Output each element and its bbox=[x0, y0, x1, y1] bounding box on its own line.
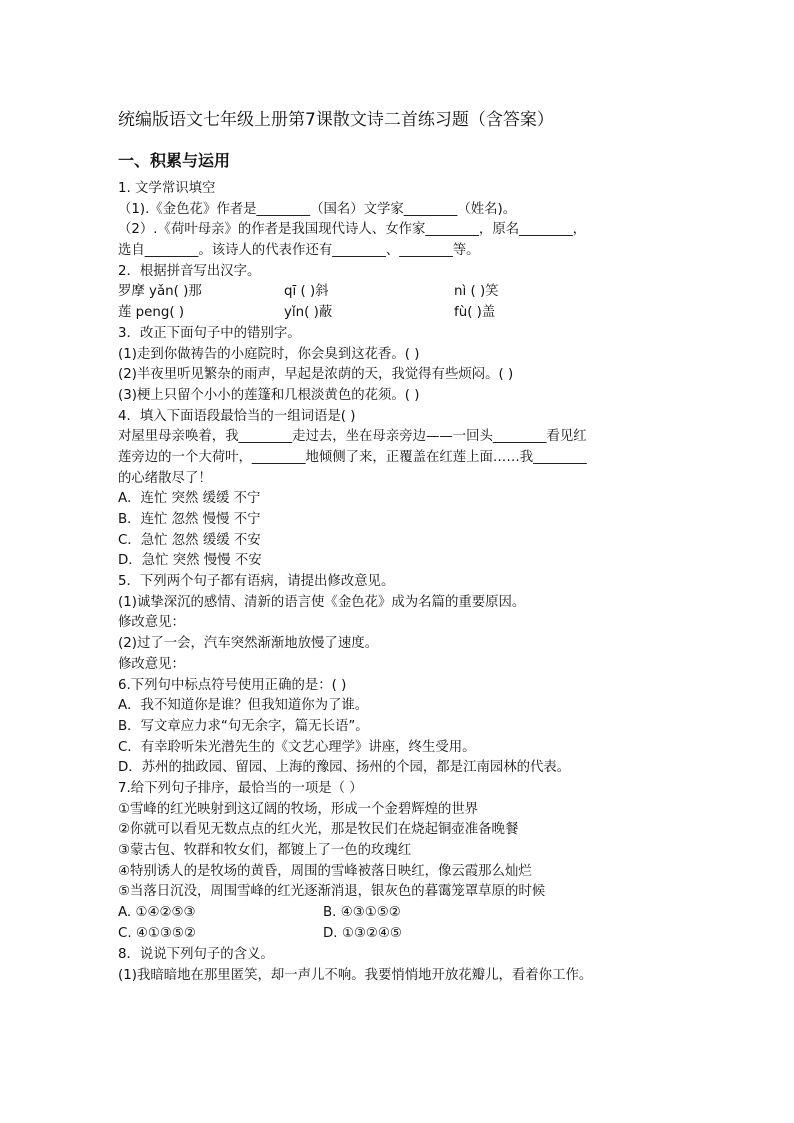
question-7-sentence: ⑤当落日沉没，周围雪峰的红光逐渐消退，银灰色的暮霭笼罩草原的时候 bbox=[118, 884, 546, 900]
pinyin-item: 莲 peng( ) bbox=[118, 305, 185, 321]
question-4-option: D．急忙 突然 慢慢 不安 bbox=[118, 553, 262, 569]
question-7-option: C. ④①③⑤② bbox=[118, 926, 196, 942]
question-7-sentence: ②你就可以看见无数点点的红火光，那是牧民们在烧起铜壶准备晚餐 bbox=[118, 822, 519, 838]
pinyin-item: yǐn( )蔽 bbox=[284, 305, 333, 321]
question-7-sentence: ③蒙古包、牧群和牧女们，都镀上了一色的玫瑰红 bbox=[118, 843, 412, 858]
question-6-option: C．有幸聆听朱光潜先生的《文艺心理学》讲座，终生受用。 bbox=[118, 739, 476, 755]
question-7-options-row bbox=[118, 903, 688, 924]
question-1-item-2: （2）.《荷叶母亲》的作者是我国现代诗人、女作家________，原名________， bbox=[118, 222, 587, 238]
question-7-option: D. ①③②④⑤ bbox=[323, 926, 402, 942]
question-1-heading: 1. 文学常识填空 bbox=[118, 181, 216, 196]
question-3-heading: 3．改正下面句子中的错别字。 bbox=[118, 325, 301, 341]
question-4-option: C．急忙 忽然 缓缓 不安 bbox=[118, 532, 261, 548]
question-4-passage: 对屋里母亲唤着，我________走过去，坐在母亲旁边——一回头________看见红 bbox=[118, 429, 587, 445]
question-3-item: (1)走到你做祷告的小庭院时，你会臭到这花香。( ) bbox=[118, 346, 420, 362]
pinyin-item: qī ( )斜 bbox=[284, 284, 329, 300]
question-7-options-row bbox=[118, 924, 688, 945]
document-title: 统编版语文七年级上册第7课散文诗二首练习题（含答案） bbox=[118, 110, 554, 130]
question-4-option: B．连忙 忽然 慢慢 不宁 bbox=[118, 512, 261, 527]
pinyin-row bbox=[118, 282, 688, 303]
question-5-heading: 5．下列两个句子都有语病，请提出修改意见。 bbox=[118, 574, 395, 590]
pinyin-item: fù( )盖 bbox=[454, 305, 496, 321]
question-4-option: A．连忙 突然 缓缓 不宁 bbox=[118, 491, 261, 507]
question-5-item: (2)过了一会，汽车突然渐渐地放慢了速度。 bbox=[118, 636, 378, 652]
question-6-option: D．苏州的拙政园、留园、上海的豫园、扬州的个园，都是江南园林的代表。 bbox=[118, 760, 571, 776]
pinyin-item: nì ( )笑 bbox=[454, 284, 499, 300]
question-1-item-1: （1).《金色花》作者是________（国名）文学家________（姓名)。 bbox=[118, 201, 517, 217]
question-8-item: (1)我暗暗地在那里匿笑，却一声儿不响。我要悄悄地开放花瓣儿，看着你工作。 bbox=[118, 967, 593, 983]
exercise-content bbox=[118, 179, 688, 986]
question-7-heading: 7.给下列句子排序，最恰当的一项是（ ） bbox=[118, 780, 363, 796]
question-6-option: A．我不知道你是谁？但我知道你为了谁。 bbox=[118, 698, 369, 714]
question-4-passage: 的心绪散尽了！ bbox=[118, 470, 212, 486]
question-5-item: (1)诚挚深沉的感情、清新的语言使《金色花》成为名篇的重要原因。 bbox=[118, 594, 526, 610]
question-7-sentence: ①雪峰的红光映射到这辽阔的牧场，形成一个金碧辉煌的世界 bbox=[118, 801, 479, 817]
section-heading: 一、积累与运用 bbox=[118, 151, 231, 170]
question-2-heading: 2．根据拼音写出汉字。 bbox=[118, 263, 261, 279]
question-6-heading: 6.下列句中标点符号使用正确的是：( ) bbox=[118, 677, 347, 693]
question-3-item: (2)半夜里听见繁杂的雨声，早起是浓荫的天，我觉得有些烦闷。( ) bbox=[118, 367, 514, 383]
question-1-item-2-cont: 选自________。该诗人的代表作还有________、________等。 bbox=[118, 243, 480, 259]
question-7-option: B. ④③①⑤② bbox=[323, 905, 401, 921]
question-5-answer-label: 修改意见： bbox=[118, 615, 185, 631]
question-3-item: (3)梗上只留个小小的莲篷和几根淡黄色的花须。( ) bbox=[118, 387, 420, 403]
question-7-option: A. ①④②⑤③ bbox=[118, 905, 196, 921]
question-7-sentence: ④特别诱人的是牧场的黄昏，周围的雪峰被落日映红，像云霞那么灿烂 bbox=[118, 863, 532, 879]
question-8-heading: 8．说说下列句子的含义。 bbox=[118, 947, 274, 963]
question-5-answer-label: 修改意见： bbox=[118, 656, 185, 672]
question-4-heading: 4．填入下面语段最恰当的一组词语是( ) bbox=[118, 408, 356, 424]
question-6-option: B．写文章应力求“句无余字，篇无长语”。 bbox=[118, 718, 369, 734]
pinyin-row bbox=[118, 303, 688, 324]
pinyin-item: 罗摩 yǎn( )那 bbox=[118, 284, 202, 300]
question-4-passage: 莲旁边的一个大荷叶，________地倾侧了来，正覆盖在红莲上面……我________ bbox=[118, 449, 587, 465]
